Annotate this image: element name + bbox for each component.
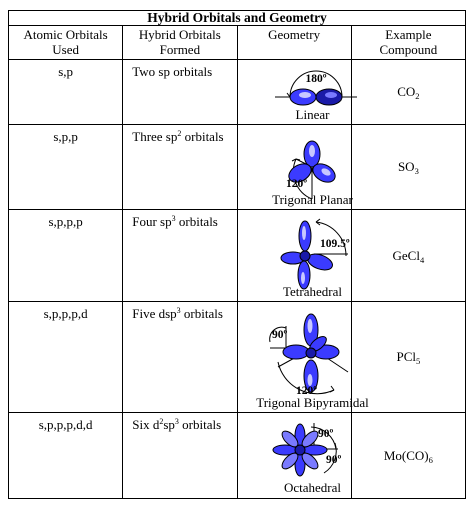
example-compound-cell: $CO_2$	[351, 60, 465, 125]
geometry-name: Octahedral	[283, 480, 342, 495]
atomic-orbitals-cell: s,p	[9, 60, 123, 125]
tetrahedral-geometry-diagram	[238, 210, 388, 301]
hybrid-orbitals-cell: Six $d^2sp^3$ orbitals	[123, 413, 237, 499]
table-row	[9, 413, 466, 499]
atomic-orbitals-cell: s,p,p	[9, 125, 123, 210]
atomic-orbitals-cell: s,p,p,p	[9, 210, 123, 302]
angle-label: 120º	[285, 178, 307, 190]
table-row	[9, 125, 466, 210]
linear-geometry-diagram	[238, 60, 388, 124]
hybrid-orbitals-cell: Five dsp$^3$ orbitals	[123, 302, 237, 413]
example-compound-cell: $SO_3$	[351, 125, 465, 210]
octahedral-geometry-diagram	[238, 413, 388, 498]
angle-label: 90º	[325, 454, 341, 466]
trigonal-bipyramidal-geometry-diagram	[238, 302, 388, 412]
angle-label: 180º	[304, 73, 327, 85]
example-compound-cell: GeCl$_4$	[351, 210, 465, 302]
angle-label: 90º	[317, 428, 333, 440]
header-atomic-orbitals: Atomic Orbitals Used	[9, 26, 123, 60]
table-row	[9, 302, 466, 413]
trigonal-planar-geometry-diagram	[238, 125, 388, 209]
example-compound-cell: $Mo(CO)_6$	[351, 413, 465, 499]
table-title: Hybrid Orbitals and Geometry	[9, 11, 466, 26]
geometry-name: Tetrahedral	[283, 284, 342, 299]
hybrid-orbitals-cell: Four $sp^3$ orbitals	[123, 210, 237, 302]
table-row	[9, 210, 466, 302]
hybrid-orbitals-table	[8, 10, 466, 499]
geometry-name: Linear	[295, 107, 330, 122]
hybrid-orbitals-cell: Two sp orbitals	[123, 60, 237, 125]
hybrid-orbitals-cell: Three $sp^2$ orbitals	[123, 125, 237, 210]
atomic-orbitals-cell: s,p,p,p,d	[9, 302, 123, 413]
geometry-name: Trigonal Planar	[272, 192, 353, 207]
angle-label: 109.5º	[319, 238, 350, 250]
header-hybrid-orbitals: Hybrid Orbitals Formed	[123, 26, 237, 60]
header-example-compound: Example Compound	[351, 26, 465, 60]
angle-label: 120º	[295, 385, 317, 397]
atomic-orbitals-cell: s,p,p,p,d,d	[9, 413, 123, 499]
header-geometry: Geometry	[237, 26, 351, 60]
example-compound-cell: PCl$_5$	[351, 302, 465, 413]
table-row	[9, 60, 466, 125]
geometry-name: Trigonal Bipyramidal	[256, 395, 369, 410]
angle-label: 90º	[271, 329, 287, 341]
